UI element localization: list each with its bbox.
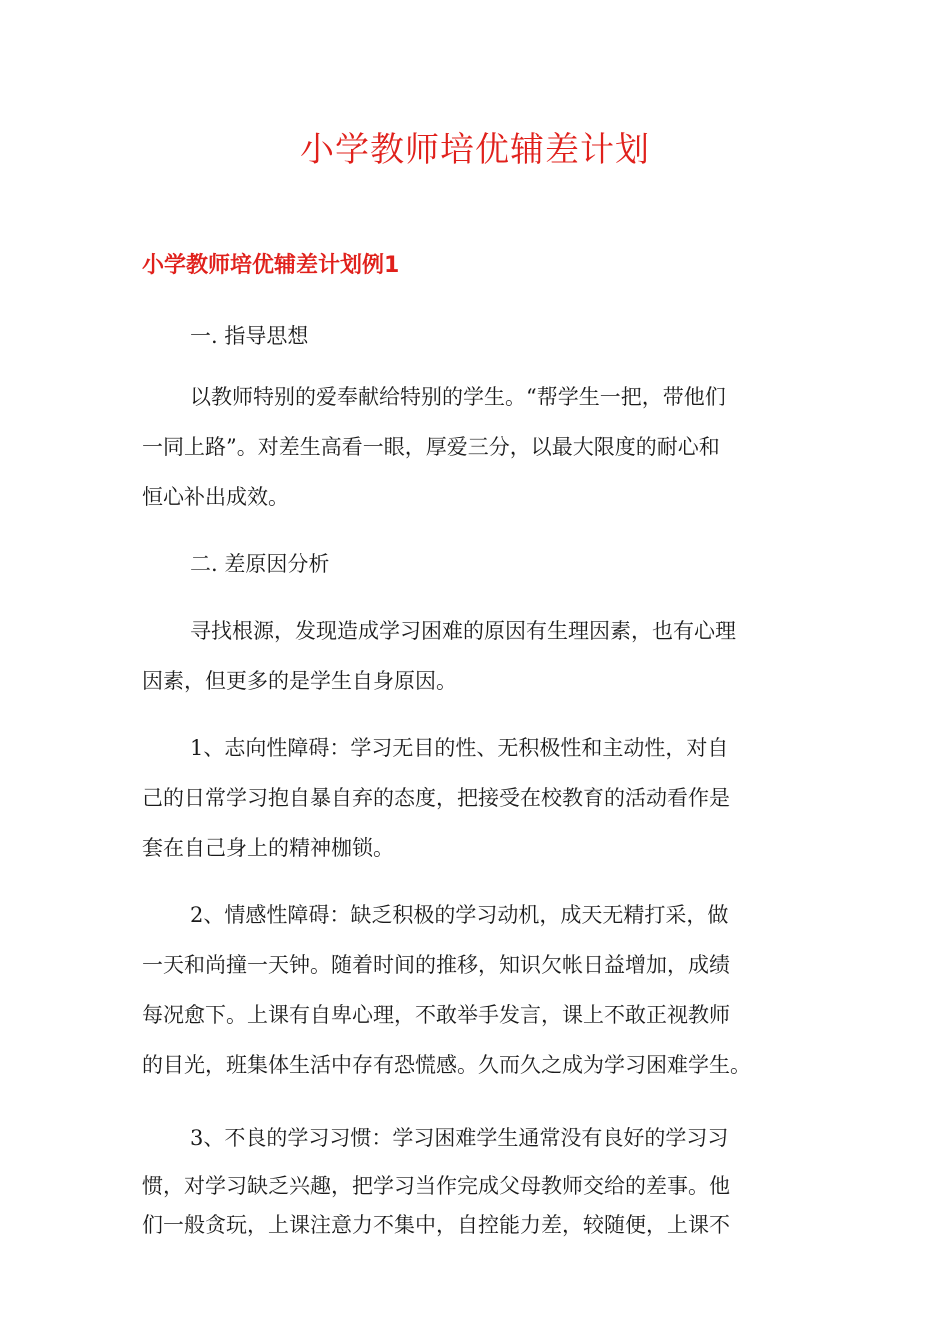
paragraph-line: 惯，对学习缺乏兴趣，把学习当作完成父母教师交给的差事。他 bbox=[142, 1174, 730, 1198]
paragraph-line: 套在自己身上的精神枷锁。 bbox=[142, 836, 394, 860]
paragraph-line: 己的日常学习抱自暴自弃的态度，把接受在校教育的活动看作是 bbox=[142, 786, 730, 810]
paragraph-line: 每况愈下。上课有自卑心理，不敢举手发言，课上不敢正视教师 bbox=[142, 1003, 730, 1027]
paragraph-line: 1、志向性障碍：学习无目的性、无积极性和主动性，对自 bbox=[190, 736, 729, 760]
paragraph-line: 们一般贪玩，上课注意力不集中，自控能力差，较随便，上课不 bbox=[142, 1213, 730, 1237]
paragraph-line: 一天和尚撞一天钟。随着时间的推移，知识欠帐日益增加，成绩 bbox=[142, 953, 730, 977]
paragraph-line: 的目光，班集体生活中存有恐慌感。久而久之成为学习困难学生。 bbox=[142, 1053, 751, 1077]
paragraph-guiding-idea bbox=[142, 372, 812, 522]
document-title: 小学教师培优辅差计划 bbox=[300, 130, 650, 170]
paragraph-line: 因素，但更多的是学生自身原因。 bbox=[142, 669, 457, 693]
paragraph-guiding-idea-heading bbox=[142, 311, 812, 361]
paragraph-line: 2、情感性障碍：缺乏积极的学习动机，成天无精打采，做 bbox=[190, 903, 729, 927]
paragraph-cause-analysis-heading bbox=[142, 539, 812, 589]
paragraph-line: 一. 指导思想 bbox=[190, 324, 309, 348]
paragraph-ambition-barrier bbox=[142, 723, 812, 873]
paragraph-line: 恒心补出成效。 bbox=[142, 485, 289, 509]
paragraph-emotional-barrier bbox=[142, 890, 812, 1090]
paragraph-bad-habits bbox=[142, 1113, 812, 1241]
paragraph-line: 以教师特别的爱奉献给特别的学生。“帮学生一把，带他们 bbox=[190, 385, 726, 409]
paragraph-line: 一同上路”。对差生高看一眼，厚爱三分，以最大限度的耐心和 bbox=[142, 435, 720, 459]
paragraph-line: 二. 差原因分析 bbox=[190, 552, 330, 576]
paragraph-cause-analysis bbox=[142, 606, 812, 706]
paragraph-line: 寻找根源，发现造成学习困难的原因有生理因素，也有心理 bbox=[190, 619, 736, 643]
paragraph-line: 3、不良的学习习惯：学习困难学生通常没有良好的学习习 bbox=[190, 1126, 729, 1150]
section-heading: 小学教师培优辅差计划例1 bbox=[142, 253, 400, 278]
